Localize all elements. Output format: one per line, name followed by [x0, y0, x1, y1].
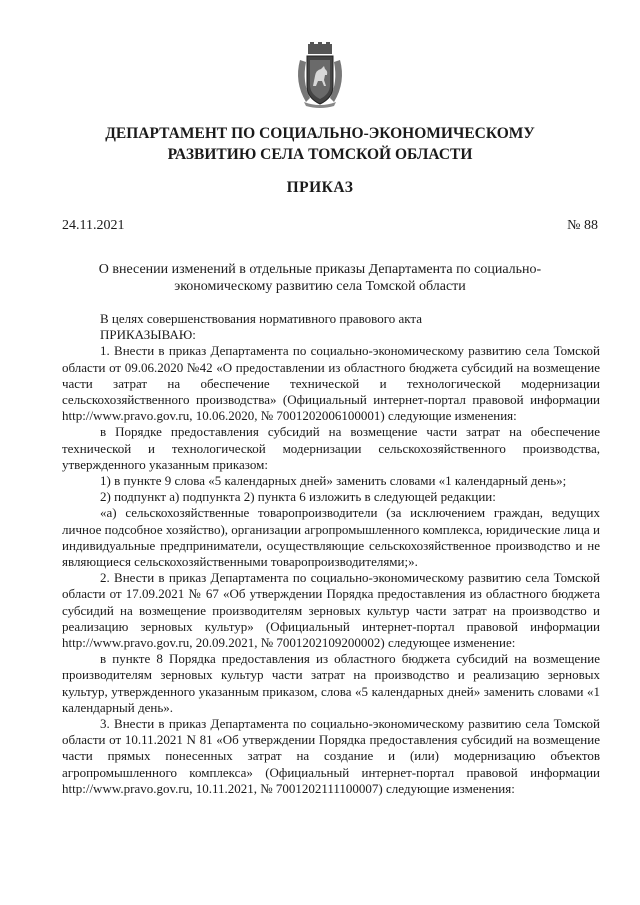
department-line-2: РАЗВИТИЮ СЕЛА ТОМСКОЙ ОБЛАСТИ: [167, 146, 473, 163]
document-type: ПРИКАЗ: [286, 179, 354, 196]
department-line-1: ДЕПАРТАМЕНТ ПО СОЦИАЛЬНО-ЭКОНОМИЧЕСКОМУ: [105, 125, 535, 142]
preamble: В целях совершенствования нормативного правового акта: [100, 311, 423, 326]
paragraph-1-intro: в Порядке предоставления субсидий на возмещение части затрат на обеспечение технической и технологической модернизации сельскохозяйственного производства, утвержденного указанным приказом:: [62, 424, 600, 472]
document-subject: [60, 261, 580, 295]
paragraph-1-item-2-text: «а) сельскохозяйственные товаропроизводители (за исключением граждан, ведущих личное подсобное хозяйство), организации агропромышленного комплекса, юридические лица и индивидуальные предприниматели, осуществляющие сельскохозяйственное производство и не являющиеся сельскохозяйственными товаропроизводителями;».: [62, 505, 600, 570]
paragraph-1-item-2: 2) подпункт а) подпункта 2) пункта 6 изложить в следующей редакции:: [100, 489, 496, 505]
document-number: № 88: [567, 218, 598, 233]
paragraph-2-change: в пункте 8 Порядка предоставления из областного бюджета субсидий на возмещение производителям зерновых культур части затрат на производство и реализацию зерновых культур, утвержденного указанным приказом, слова «5 календарных дней» заменить словами «1 календарный день».: [62, 651, 600, 715]
subject-line-2: экономическому развитию села Томской области: [174, 279, 466, 294]
tomsk-coat-of-arms-icon: [294, 42, 346, 108]
paragraph-3: 3. Внести в приказ Департамента по социально-экономическому развитию села Томской области от 10.11.2021 N 81 «Об утверждении Порядка предоставления субсидий на возмещение части прямых понесенных затрат на создание и (или) модернизацию объектов агропромышленного комплекса» (Официальный интернет-портал правовой информации http://www.pravo.gov.ru, 10.11.2021, № 7001202111100007) следующие изменения:: [62, 716, 600, 796]
order-word: ПРИКАЗЫВАЮ:: [100, 327, 196, 343]
paragraph-1-item-1: 1) в пункте 9 слова «5 календарных дней» заменить словами «1 календарный день»;: [100, 473, 567, 489]
document-body: [62, 311, 600, 797]
subject-line-1: О внесении изменений в отдельные приказы Департамента по социально-: [98, 262, 542, 277]
paragraph-2: 2. Внести в приказ Департамента по социально-экономическому развитию села Томской области от 17.09.2021 № 67 «Об утверждении Порядка предоставления из областного бюджета субсидий на возмещение производителям зерновых культур части затрат на производство и реализацию зерновых культур» (Официальный интернет-портал правовой информации http://www.pravo.gov.ru, 20.09.2021, № 7001202109200002) следующее изменение:: [62, 570, 600, 651]
document-date: 24.11.2021: [62, 218, 125, 233]
department-title: [40, 123, 600, 165]
paragraph-1: 1. Внести в приказ Департамента по социально-экономическому развитию села Томской области от 09.06.2020 №42 «О предоставлении из областного бюджета субсидий на возмещение части затрат на обеспечение технической и технологической модернизации сельскохозяйственного производства» (Официальный интернет-портал правовой информации http://www.pravo.gov.ru, 10.06.2020, № 7001202006100001) следующие изменения:: [62, 343, 600, 424]
